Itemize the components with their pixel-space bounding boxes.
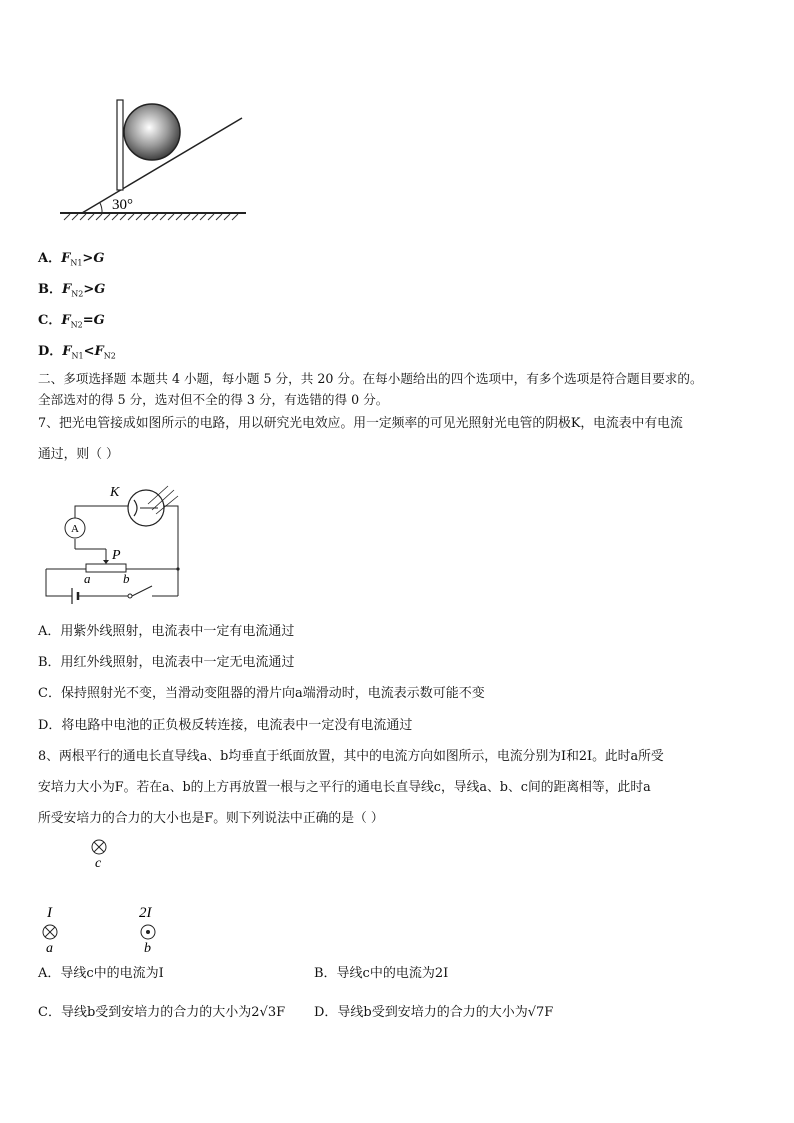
q8-option-b: B．导线c中的电流为2I — [314, 966, 449, 981]
wires-figure — [36, 836, 196, 961]
q7-option-b: B．用红外线照射，电流表中一定无电流通过 — [38, 655, 295, 670]
wire-b-current: 2I — [139, 905, 152, 921]
wire-b-label: b — [144, 941, 151, 956]
slider-label: P — [112, 548, 121, 563]
wire-c-symbol — [92, 840, 106, 854]
q8-option-a: A．导线c中的电流为I — [38, 966, 164, 981]
q8-stem-line1: 8、两根平行的通电长直导线a、b均垂直于纸面放置，其中的电流方向如图所示，电流分别为I和2I。此时a所受 — [38, 749, 664, 764]
q8-stem-line2: 安培力大小为F。若在a、b的上方再放置一根与之平行的通电长直导线c，导线a、b、c间的距离相等，此时a — [38, 780, 651, 795]
q7-option-d: D．将电路中电池的正负极反转连接，电流表中一定没有电流通过 — [38, 718, 413, 733]
ammeter-label: A — [71, 523, 79, 535]
q7-option-c: C．保持照射光不变，当滑动变阻器的滑片向a端滑动时，电流表示数可能不变 — [38, 686, 485, 701]
q6-option-a: A．$F_{N1}>G$ — [38, 251, 105, 268]
angle-label: 30° — [112, 197, 133, 213]
wire-a-symbol — [43, 925, 57, 939]
q8-stem-line3: 所受安培力的合力的大小也是F。则下列说法中正确的是（ ） — [38, 811, 384, 826]
q7-stem-line2: 通过，则（ ） — [38, 447, 119, 462]
incline-ball-figure — [56, 96, 256, 226]
q8-option-c: C．导线b受到安培力的合力的大小为2√3F — [38, 1005, 286, 1020]
section2-line1: 二、多项选择题 本题共 4 小题，每小题 5 分，共 20 分。在每小题给出的四个选项中，有多个选项是符合题目要求的。 — [38, 371, 703, 386]
wire-a-current: I — [47, 905, 52, 921]
q7-stem-line1: 7、把光电管接成如图所示的电路，用以研究光电效应。用一定频率的可见光照射光电管的阴极K，电流表中有电流 — [38, 416, 683, 431]
cathode-label: K — [110, 485, 120, 500]
rheostat-a-label: a — [84, 571, 91, 586]
section2-line2: 全部选对的得 5 分，选对但不全的得 3 分，有选错的得 0 分。 — [38, 392, 389, 407]
q6-option-c: C．$F_{N2}=G$ — [38, 313, 105, 330]
rheostat-b-label: b — [123, 571, 130, 586]
photoelectric-circuit-figure — [40, 482, 190, 612]
q8-option-d: D．导线b受到安培力的合力的大小为√7F — [314, 1005, 554, 1020]
wire-b-symbol — [141, 925, 155, 939]
wire-a-label: a — [46, 941, 53, 956]
wire-c-label: c — [95, 856, 102, 871]
q6-option-d: D．$F_{N1}<F_{N2}$ — [38, 344, 116, 361]
q6-option-b: B．$F_{N2}>G$ — [38, 282, 106, 299]
q7-option-a: A．用紫外线照射，电流表中一定有电流通过 — [38, 624, 295, 639]
